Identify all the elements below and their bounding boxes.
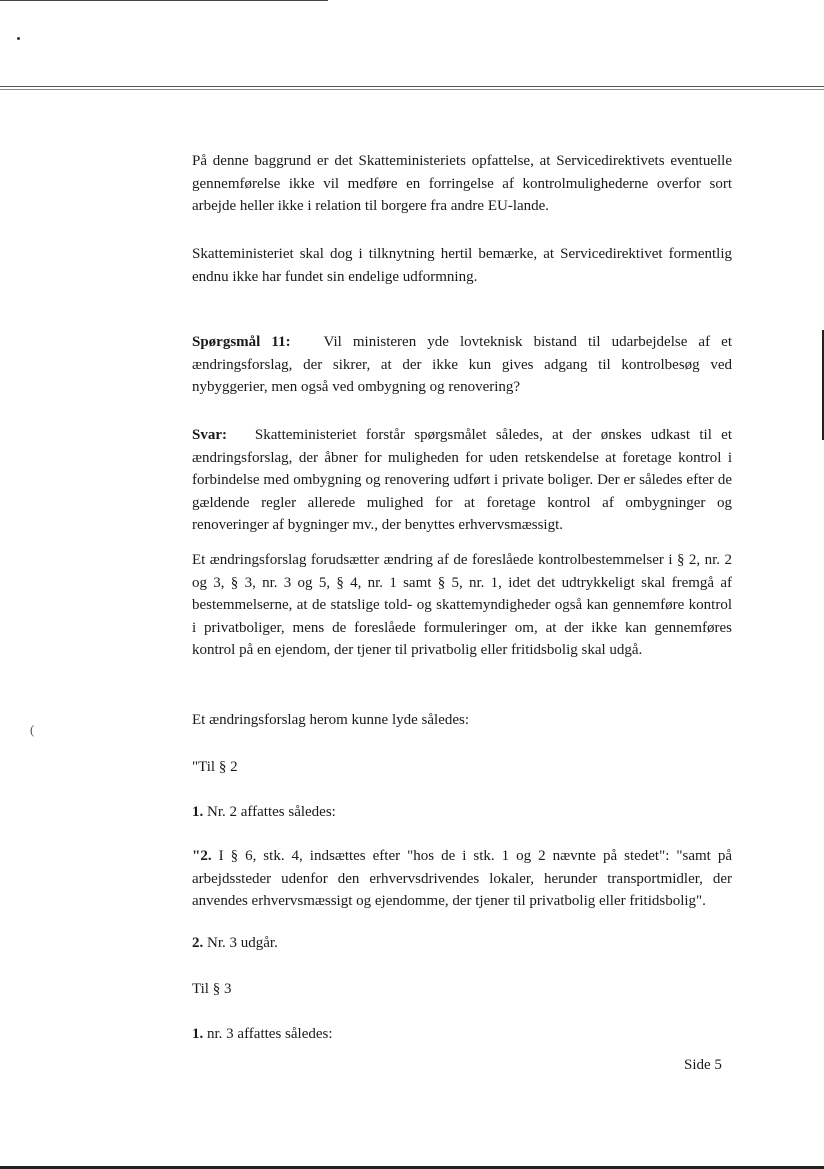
page-number: Side 5 — [684, 1057, 722, 1073]
item-3-number: 1. — [192, 1026, 204, 1042]
question-label: Spørgsmål 11: — [192, 334, 291, 350]
note-paragraph: Skatteministeriet skal dog i tilknytning hertil bemærke, at Servicedirektivet formentlig endnu ikke har fundet sin endelige udformning. — [192, 246, 732, 285]
amendment-paragraph: Et ændringsforslag forudsætter ændring af de foreslåede kontrolbestemmelser i § 2, nr. 2 og 3, § 3, nr. 3 og 5, § 4, nr. 1 samt § 5, nr. 1, idet det udtrykkeligt skal fremgå af bestemmelserne, at de statslige told- og skattemyndigheder også kan gennemføre kontrol i privatboliger, mens de foreslåede formuleringer om, at der ikke kan gennemføres kontrol på en ejendom, der tjener til privatbolig eller fritidsbolig skal udgå. — [192, 552, 732, 658]
amendment-quote: "2. I § 6, stk. 4, indsættes efter "hos de i stk. 1 og 2 nævnte på stedet": "samt på arbejdssteder udenfor den erhvervsdrivendes lokaler, herunder transportmidler, der anvendes erhvervsmæssigt og ejendomme, der tjener til privatbolig eller fritidsbolig". — [192, 848, 732, 909]
amendment-intro: Et ændringsforslag herom kunne lyde således: — [192, 712, 470, 728]
item-1-text: Nr. 2 affattes således: — [207, 804, 336, 820]
question-text: Vil ministeren yde lovteknisk bistand til udarbejdelse af et ændringsforslag, der sikrer, at der ikke kun gives adgang til kontrolbesøg ved nybyggerier, men også ved ombygning og renovering? — [192, 334, 732, 395]
scan-edge-line — [0, 0, 328, 1]
item-1: 1. Nr. 2 affattes således: — [192, 804, 336, 820]
section-heading-3: Til § 3 — [192, 981, 232, 997]
item-2: 2. Nr. 3 udgår. — [192, 935, 278, 951]
scan-speck — [17, 37, 20, 40]
item-3: 1. nr. 3 affattes således: — [192, 1026, 333, 1042]
answer-text: Skatteministeriet forstår spørgsmålet således, at der ønskes udkast til et ændringsforslag, der åbner for muligheden for uden retskendelse at foretage kontrol i forbindelse med ombygning og renovering udført i private boliger. Der er således efter de gældende regler allerede mulighed for at foretage kontrol af ombygninger og renoveringer af bygninger mv., der benyttes erhvervsmæssigt. — [192, 427, 732, 533]
intro-paragraph: På denne baggrund er det Skatteministeriets opfattelse, at Servicedirektivets eventuelle gennemførelse ikke vil medføre en forringelse af kontrolmulighederne overfor sort arbejde heller ikke i relation til borgere fra andre EU-lande. — [192, 153, 732, 214]
section-heading-2: "Til § 2 — [192, 759, 238, 775]
quote-number: "2. — [192, 848, 212, 864]
margin-mark: ( — [30, 722, 35, 737]
item-2-number: 2. — [192, 935, 204, 951]
answer-label: Svar: — [192, 427, 227, 443]
header-rule — [0, 86, 824, 91]
question-paragraph — [192, 331, 732, 399]
answer-paragraph — [192, 424, 732, 537]
